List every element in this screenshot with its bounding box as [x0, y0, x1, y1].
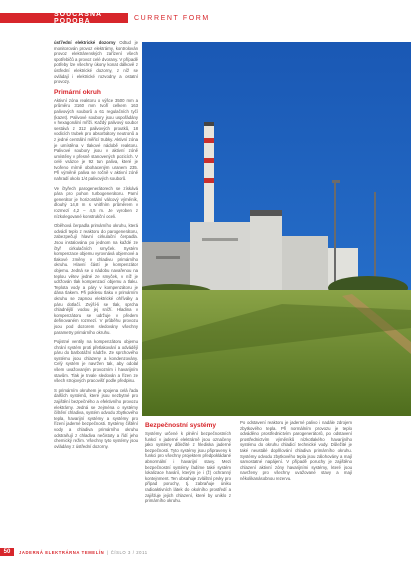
page-footer [0, 548, 411, 556]
last-text: S primárním okruhem je spojena celá řada dalších systémů, které jsou nezbytné pro zajištění bezpečného a efektivního provozu elektrárny. Jedná se zejména o systémy čištění chladiva, systém odvodu zbytkového tepla, havarijní systémy a systémy pro řízení jaderné bezpečnosti. Systémy čištění vody a chladiva primárního okruhu odstraňují z chladiva nečistoty a řídí jeho chemický režim. Všechny tyto systémy jsou ovládány z ústřední dozorny. [54, 387, 138, 449]
section-label-en: CURRENT FORM [134, 14, 210, 22]
power-plant-photo [142, 42, 411, 416]
page-header [0, 13, 411, 23]
page-number: 50 [0, 548, 14, 556]
right-column [240, 420, 352, 486]
section-tag: SOUČASNÁ PODOBA [0, 13, 128, 23]
primary-circuit-heading: Primární okruh [54, 88, 101, 96]
safety-systems-text: Systémy určené k plnění bezpečnostních funkcí v jaderné elektrárně jsou označeny jako systémy důležité z hlediska jaderné bezpečnosti. Tyto systémy jsou připraveny k funkci pro všechny projektem předpokládané abnormální i havarijní stavy. Mezi bezpečnostní systémy řadíme také systém lokalizace havárií, kterým je i (ž) ochranný kontejnment. Ten obsahuje zvláštní prvky pro případ poruchy, tj. zabraňuje úniku radioaktivních látek do okolního prostředí a zajišťuje jejich chlazení, které by uniklo z primárního okruhu. [145, 431, 231, 504]
issue-label: | ČÍSLO 3 / 2011 [107, 549, 148, 555]
journal-name: JADERNÁ ELEKTRÁRNA TEMELÍN [19, 549, 105, 555]
circulation-text: Oběhová čerpadla primárního okruhu, která odvádí teplo z reaktoru do parogenerátoru, zabezpečují hlavní cirkulační čerpadla. Jsou instalována po jednom na každé ze čtyř cirkulačních smyček. Systém kompenzace objemu vyrovnává objemové a tlakové změny v chladivu primárního okruhu. Hlavní částí je kompenzátor objemu. Jedná se o nádobu navařenou na teplou větev jedné ze smyček, v níž je udržován tlak kompenzací objemu a tlaku. Teplota vody a páry v kompenzátoru je dána tlakem. Při poklesu tlaku v primárním okruhu se zapnou elektrické ohříváky a páru dotlačí. Zvýší-li se tlak, sprcha chladnější vodou jej sníží. Hladina v kompenzátoru se udržuje v předem definovaném rozmezí. V průběhu provozu jsou pod dozorem sledovány všechny parametry primárního okruhu. [54, 223, 138, 335]
residual-heat-text: Po odstavení reaktoru je jaderné palivo i nadále zdrojem zbytkového tepla. Při normálním provozu je teplo odváděno prostřednictvím parogenerátorů, po odstavení prostřednictvím výměníků nízkotlakého havarijního systému do okruhu chladicí technické vody. Důležité je také neustálé doplňování chladiva primárního okruhu. Systémy odvodu zbytkového tepla jsou zálohovány a mají samostatné napájení. V případě poruchy je zajištěno chlazení aktivní zóny havarijními systémy, které jsou navrženy pro všechny uvažované stavy a mají několikanásobnou rezervu. [240, 420, 352, 481]
safety-systems-heading: Bezpečnostní systémy [145, 422, 217, 429]
intro-text: Odtud je monitorován provoz elektrárny, kontrolován provoz elektrárenských zařízení všech spotřebičů a provoz celé dvorany. V případě potřeby lze všechny úkony konat dálkově z ústřední elektrické dozorny, z níž se ovládají i elektrické rozvodny a ostatní provozy. [54, 40, 138, 85]
primary-circuit-text: Aktivní zóna reaktoru o výšce 3500 mm a průměru 3160 mm tvoří celkem 163 palivových souborů a 61 regulačních tyčí (kazet). Palivové soubory jsou uspořádány v hexagonální mříži. Každý palivový soubor sestává z 312 palivových proutků, 18 vodicích trubek pro absorbátory neutronů a z jedné centrální měřicí trubky. Aktivní zóna je umístěna v tlakové nádobě reaktoru. Palivové soubory jsou v aktivní zóně umístěny v přesně stanovených pozicích. V celé vsázce je 92 tun paliva, které je tvořeno mírně obohaceným uranem 235. Při výměně paliva se ročně v aktivní zóně nahradí okolo 1/4 palivových souborů. [54, 97, 138, 182]
mid-column [145, 420, 231, 508]
left-column [54, 40, 138, 453]
intro-lead: úsťřední elektrické dozorny [54, 40, 116, 45]
control-text: Pojistné ventily na kompenzátoru objemu chrání systém proti přetlakování a odvádějí páru do barbotážní nádrže. Ze sprchového systému jsou chlazeny a kondenzovány. Celý systém je navržen tak, aby odolal všem uvažovaným provozním i havarijním stavům. Tlak je trvale sledován a řízen ze všech strojových pracovišť podle předpisu. [54, 339, 138, 384]
turbine-text: Ve čtyřech parogenerátorech se získává pára pro pohon turbogenerátoru. Parní generátor je horizontální válcový výměník, dlouhý 14,8 m s vnitřním průměrem v rozmezí 4,2 – 4,5 m. Je vyroben z nízkolegované konstrukční oceli. [54, 185, 138, 219]
intro-paragraph [54, 40, 138, 85]
